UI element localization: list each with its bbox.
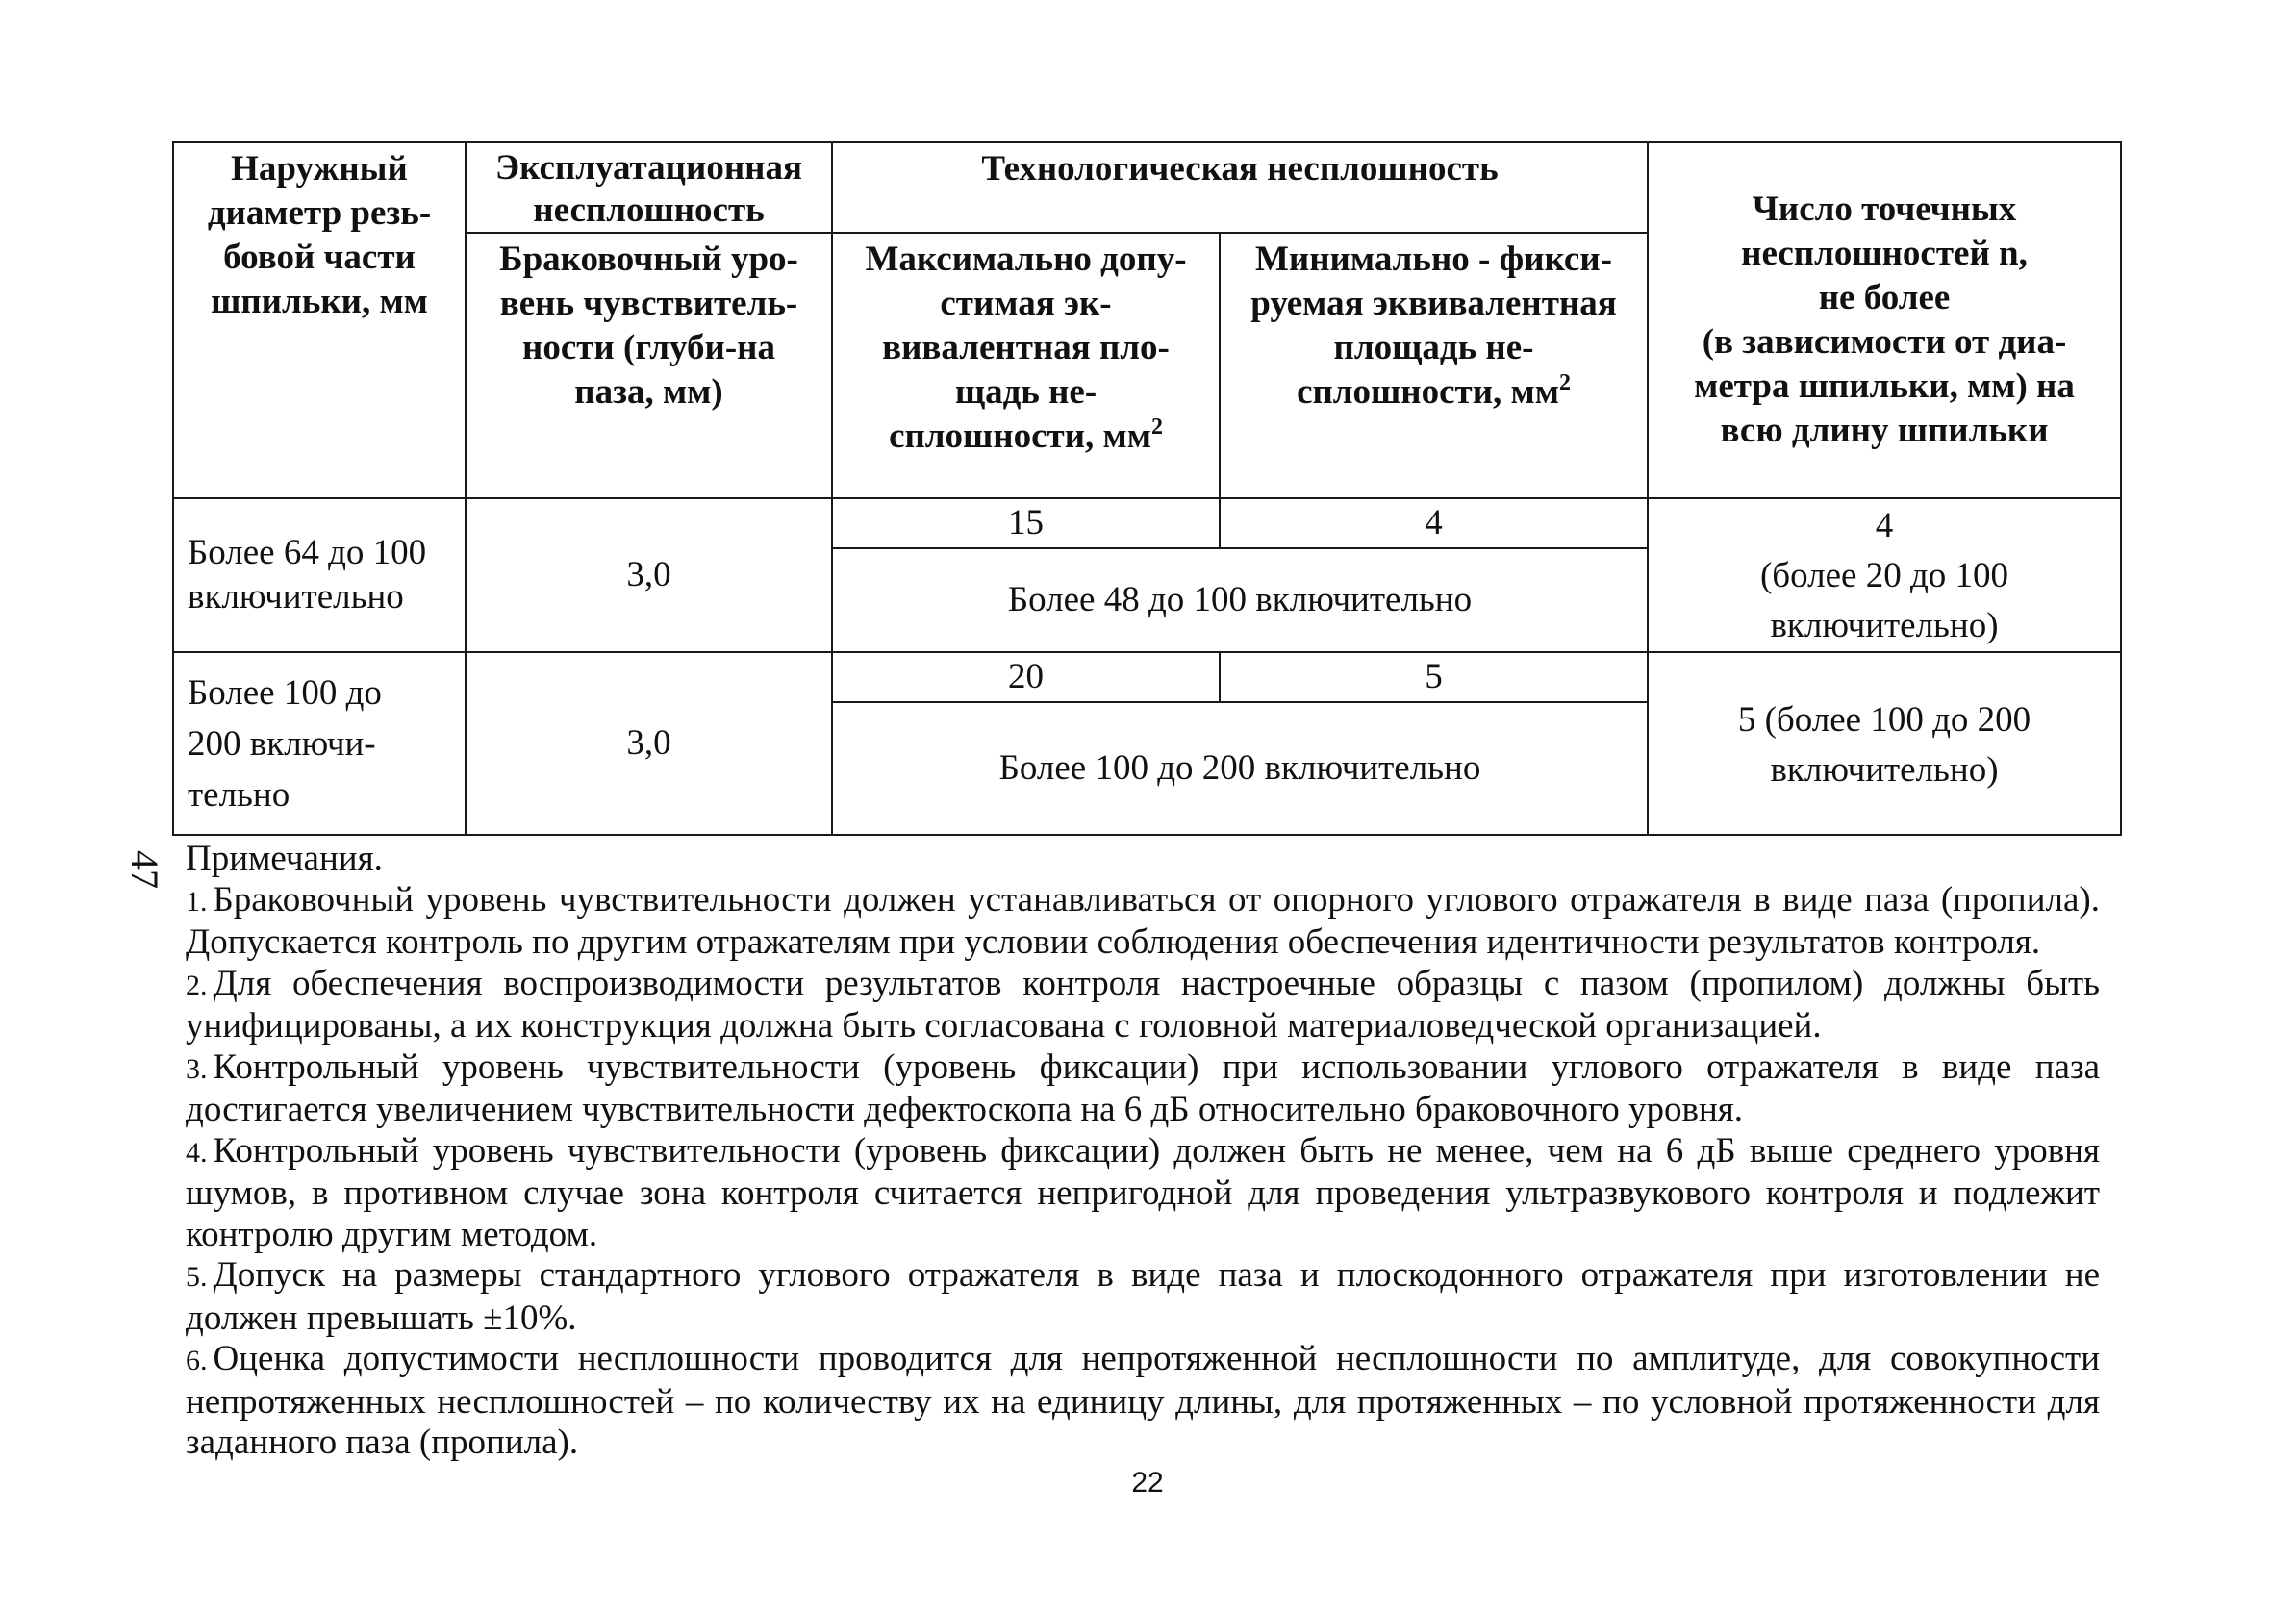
table-header-row xyxy=(173,142,2121,233)
specification-table xyxy=(172,141,2122,836)
header-rejection-level: Браковочный уро- вень чувствитель- ности (глуби-на паза, мм) xyxy=(466,233,832,498)
notes-title: Примечания. xyxy=(186,839,383,878)
note-item: 3. Контрольный уровень чувствительности (уровень фиксации) при использовании углового отражателя в виде паза достигается увеличением чувствительности дефектоскопа на 6 дБ относительно браковочного уровня. xyxy=(186,1046,2100,1129)
row1-rejection-level: 3,0 xyxy=(466,498,832,652)
row2-max-area: 20 xyxy=(832,652,1220,702)
header-min-area: Минимально - фикси- руемая эквивалентная площадь не- сплошности, $мм^2$ xyxy=(1220,233,1648,498)
table-row xyxy=(173,652,2121,702)
row2-rejection-level: 3,0 xyxy=(466,652,832,835)
row2-min-area: 5 xyxy=(1220,652,1648,702)
header-technological: Технологическая несплошность xyxy=(832,142,1648,233)
header-max-area: Максимально допу- стимая эк- вивалентная пло- щадь не- сплошности, $мм^2$ xyxy=(832,233,1220,498)
header-point-count: Число точечных несплошностей n, не более (в зависимости от диа- метра шпильки, мм) на всю длину шпильки xyxy=(1648,142,2121,498)
page-number: 22 xyxy=(1131,1467,1164,1499)
note-item: 1. Браковочный уровень чувствительности должен устанавливаться от опорного углового отражателя в виде паза (пропила). Допускается контроль по другим отражателям при условии соблюдения обеспечения идентичности результатов контроля. xyxy=(186,879,2100,962)
row2-range: Более 100 до 200 включительно xyxy=(832,702,1648,835)
note-item: 6. Оценка допустимости несплошности проводится для непротяженной несплошности по амплитуде, для совокупности непротяженных несплошностей – по количеству их на единицу длины, для протяженных – по условной протяженности для заданного паза (пропила). xyxy=(186,1339,2100,1462)
table-row xyxy=(173,498,2121,548)
note-item: 4. Контрольный уровень чувствительности (уровень фиксации) должен быть не менее, чем на 6 дБ выше среднего уровня шумов, в противном случае зона контроля считается непригодной для проведения ультразвукового контроля и подлежит контролю другим методом. xyxy=(186,1130,2100,1254)
note-item: 2. Для обеспечения воспроизводимости результатов контроля настроечные образцы с пазом (пропилом) должны быть унифицированы, а их конструкция должна быть согласована с головной материаловедческой организацией. xyxy=(186,963,2100,1046)
row2-diameter: Более 100 до 200 включи- тельно xyxy=(173,652,466,835)
notes-section xyxy=(186,839,2100,1464)
row1-min-area: 4 xyxy=(1220,498,1648,548)
row1-point-count: 4 (более 20 до 100 включительно) xyxy=(1648,498,2121,652)
superscript-2: 2 xyxy=(1150,415,1163,440)
row1-diameter: Более 64 до 100 включительно xyxy=(173,498,466,652)
header-diameter: Наружный диаметр резь- бовой части шпильки, мм xyxy=(173,142,466,498)
row1-range: Более 48 до 100 включительно xyxy=(832,548,1648,652)
row2-point-count: 5 (более 100 до 200 включительно) xyxy=(1648,652,2121,835)
header-operational: Эксплуатационная несплошность xyxy=(466,142,832,233)
side-page-number: 47 xyxy=(123,850,166,889)
row1-max-area: 15 xyxy=(832,498,1220,548)
superscript-2: 2 xyxy=(1558,370,1571,395)
note-item: 5. Допуск на размеры стандартного углового отражателя в виде паза и плоскодонного отражателя при изготовлении не должен превышать ±10%. xyxy=(186,1255,2100,1338)
